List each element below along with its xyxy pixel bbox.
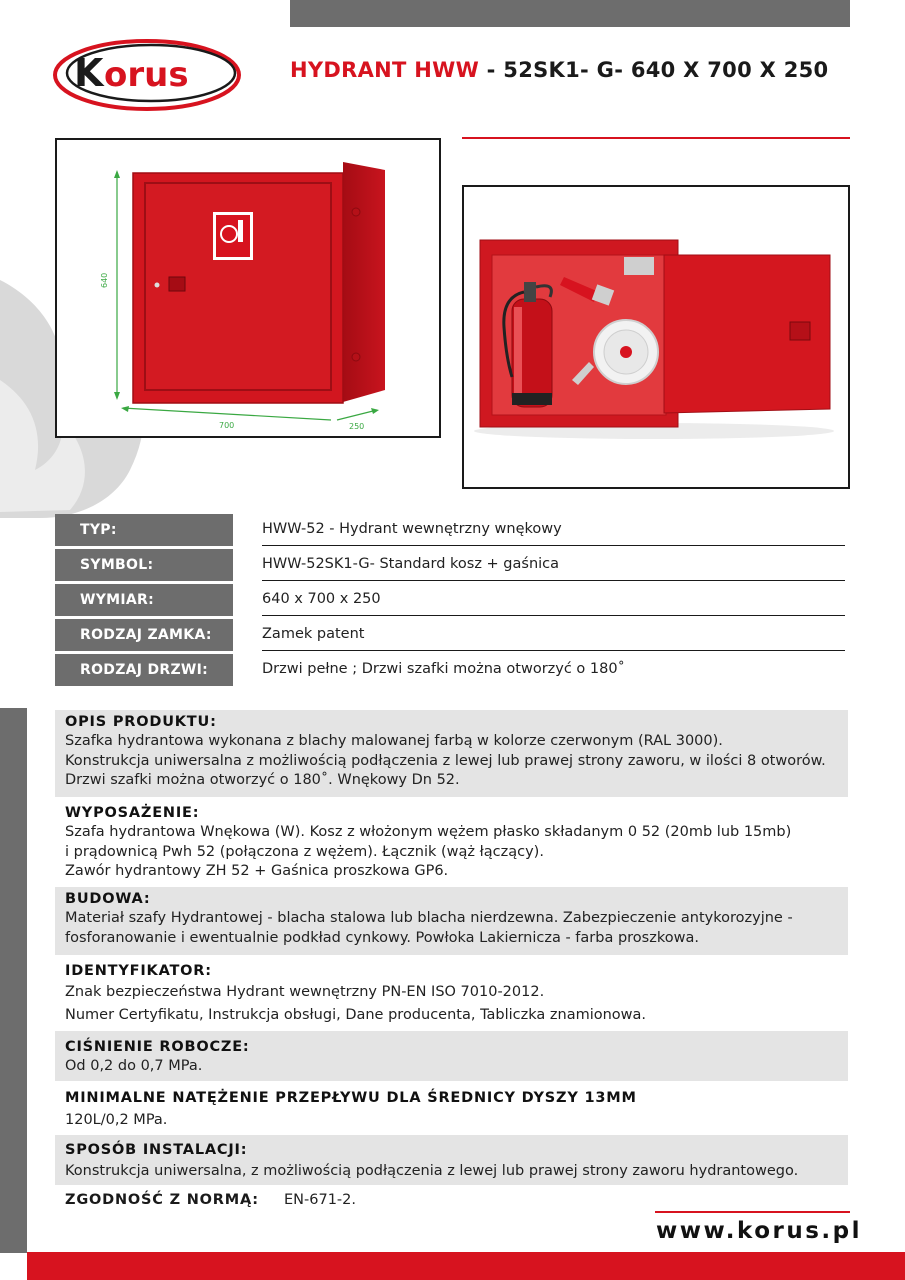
logo-letters: orus <box>104 55 189 95</box>
title-product: HYDRANT HWW <box>290 58 480 82</box>
section-heading: BUDOWA: <box>65 891 151 907</box>
section-budowa <box>55 887 848 955</box>
title-underline <box>462 137 850 139</box>
section-sposob-instalacji <box>55 1135 848 1185</box>
section-identyfikator <box>55 959 848 1027</box>
spec-value: HWW-52SK1-G- Standard kosz + gaśnica <box>262 549 845 581</box>
section-text: 120L/0,2 MPa. <box>65 1112 168 1128</box>
spec-label: RODZAJ ZAMKA: <box>55 619 233 651</box>
section-text: Materiał szafy Hydrantowej - blacha stalowa lub blacha nierdzewna. Zabezpieczenie antykorozyjne - fosforanowanie i ewentualnie podkład cynkowy. Powłoka Lakiernicza - farba proszkowa. <box>65 910 793 946</box>
spec-value: HWW-52 - Hydrant wewnętrzny wnękowy <box>262 514 845 546</box>
section-heading: SPOSÓB INSTALACJI: <box>65 1142 248 1158</box>
spec-row-rodzaj-drzwi <box>55 654 845 686</box>
spec-label: SYMBOL: <box>55 549 233 581</box>
dim-height-label: 640 <box>100 272 109 288</box>
cabinet-closed-image <box>55 138 441 438</box>
dim-width-label: 700 <box>219 421 235 430</box>
side-gray-bar <box>0 708 27 1253</box>
cabinet-open-image <box>462 185 850 489</box>
section-heading: MINIMALNE NATĘŻENIE PRZEPŁYWU DLA ŚREDNICY DYSZY 13MM <box>65 1090 637 1106</box>
spec-row-typ <box>55 514 845 546</box>
section-heading: CIŚNIENIE ROBOCZE: <box>65 1039 250 1055</box>
norm-value: EN-671-2. <box>284 1192 356 1208</box>
section-text: Szafa hydrantowa Wnękowa (W). Kosz z włożonym wężem płasko składanym 0 52 (20mb lub 15mb) i prądownicą Pwh 52 (połączona z wężem). Łącznik (wąż łączący). Zawór hydrantowy ZH 52 + Gaśnica proszkowa GP6. <box>65 824 792 879</box>
section-text: Znak bezpieczeństwa Hydrant wewnętrzny PN-EN ISO 7010-2012. Numer Certyfikatu, Instrukcja obsługi, Dane producenta, Tabliczka znamionowa. <box>65 984 647 1023</box>
spec-label: TYP: <box>55 514 233 546</box>
spec-value: Zamek patent <box>262 619 845 651</box>
page-title <box>290 58 828 82</box>
dim-depth-label: 250 <box>349 422 365 431</box>
bottom-red-bar <box>27 1252 905 1280</box>
section-text: Od 0,2 do 0,7 MPa. <box>65 1058 203 1074</box>
spec-value: Drzwi pełne ; Drzwi szafki można otworzyć o 180˚ <box>262 661 625 677</box>
spec-value: 640 x 700 x 250 <box>262 584 845 616</box>
section-heading: OPIS PRODUKTU: <box>65 714 217 730</box>
website-overline <box>655 1211 850 1213</box>
spec-row-rodzaj-zamka <box>55 619 845 651</box>
norm-label: ZGODNOŚĆ Z NORMĄ: <box>65 1192 259 1208</box>
section-text: Konstrukcja uniwersalna, z możliwością podłączenia z lewej lub prawej strony zaworu hydrantowego. <box>65 1163 799 1179</box>
title-model: - 52SK1- G- 640 X 700 X 250 <box>479 58 829 82</box>
section-minimalne-natezenie <box>55 1083 848 1133</box>
logo-letter-k: K <box>74 51 104 95</box>
section-cisnienie-robocze <box>55 1031 848 1081</box>
spec-label: RODZAJ DRZWI: <box>55 654 233 686</box>
section-text: Szafka hydrantowa wykonana z blachy malowanej farbą w kolorze czerwonym (RAL 3000). Konstrukcja uniwersalna z możliwością podłączenia z lewej lub prawej strony zaworu, w ilości 8 otworów. Drzwi szafki można otworzyć o 180˚. Wnękowy Dn 52. <box>65 733 826 788</box>
website-link[interactable]: www.korus.pl <box>656 1218 862 1244</box>
spec-row-wymiar <box>55 584 845 616</box>
section-wyposazenie <box>55 801 848 885</box>
spec-label: WYMIAR: <box>55 584 233 616</box>
section-heading: IDENTYFIKATOR: <box>65 963 212 979</box>
top-gray-bar <box>290 0 850 27</box>
spec-row-symbol <box>55 549 845 581</box>
section-opis-produktu <box>55 710 848 797</box>
korus-logo <box>52 36 242 114</box>
section-heading: WYPOSAŻENIE: <box>65 805 200 821</box>
